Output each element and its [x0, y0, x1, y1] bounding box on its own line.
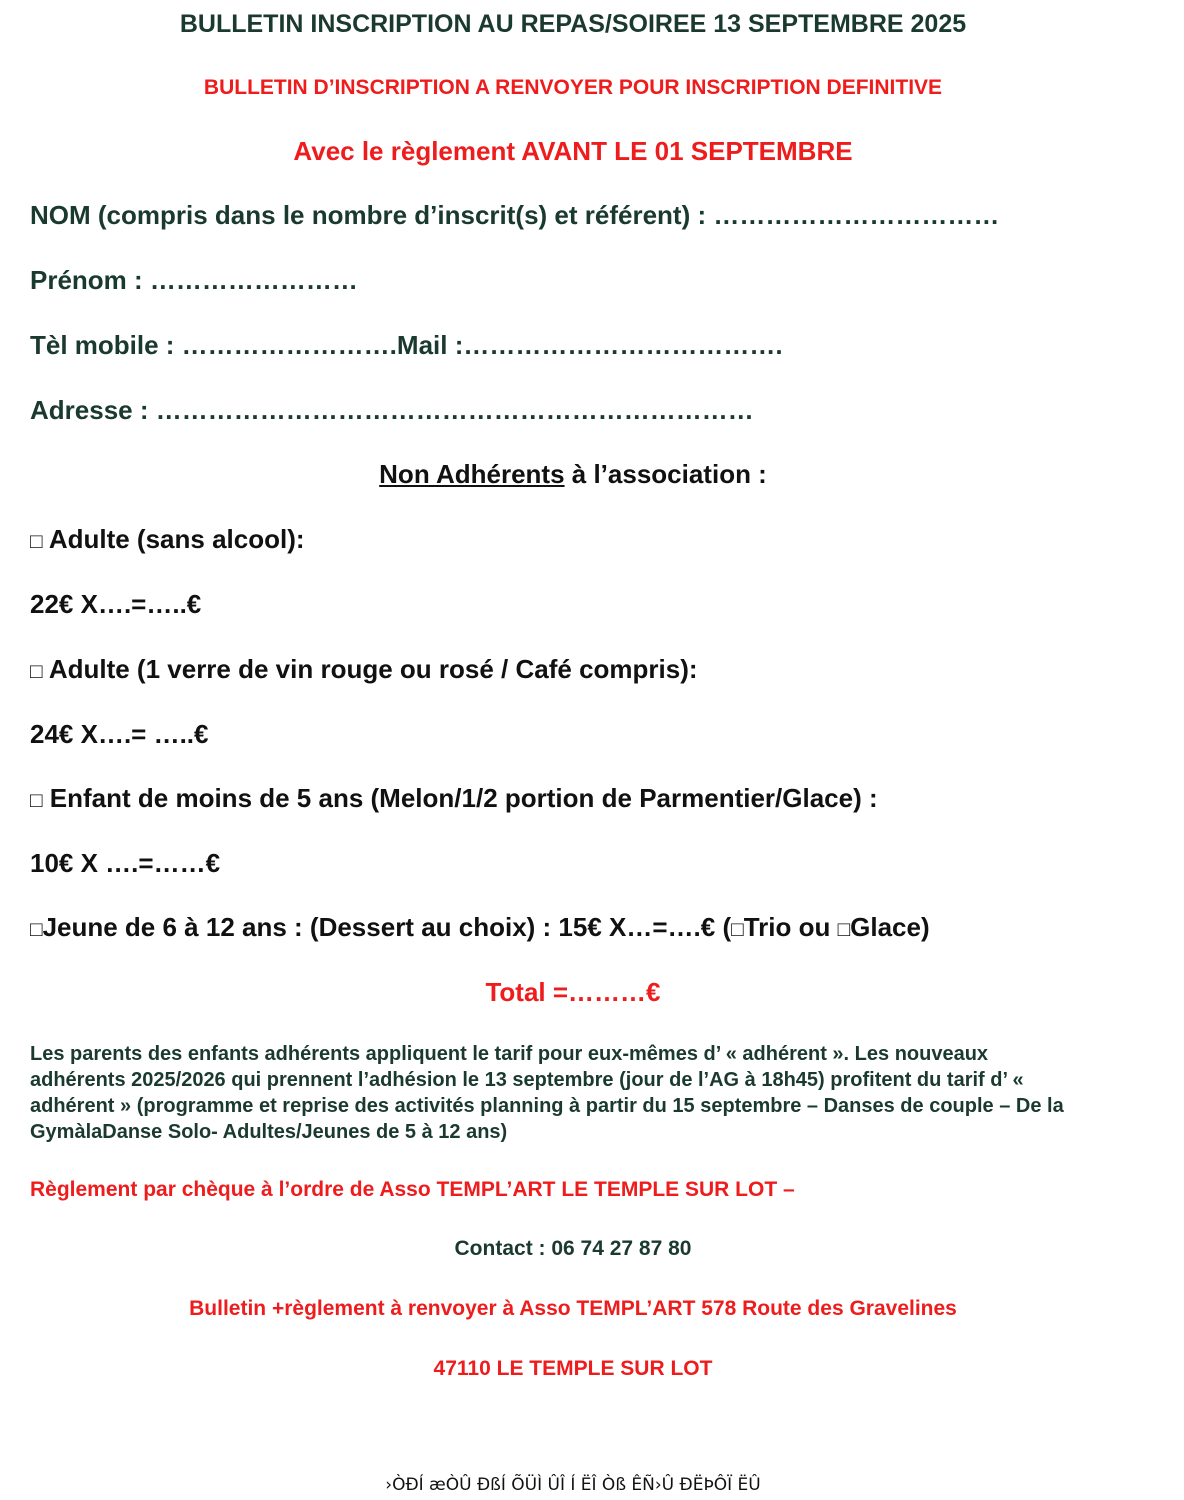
option-jeune: [30, 912, 930, 943]
option-adulte-sans-alcool: [30, 524, 305, 555]
ville-line: 47110 LE TEMPLE SUR LOT: [433, 1357, 713, 1380]
footer-text: ›ÒÐÍ æÒÛ ÐßÍ ÕÜÌ ÛÎ Í ËÎ Òß ÊÑ›Û ÐËÞÔÏ ËÛ: [385, 1475, 761, 1495]
option-jeune-label: Jeune de 6 à 12 ans : (Dessert au choix) : 15€ X…=….€ (: [42, 912, 732, 942]
envoi-line: Bulletin +règlement à renvoyer à Asso TEMPL’ART 578 Route des Gravelines: [189, 1297, 957, 1320]
nom-field[interactable]: NOM (compris dans le nombre d’inscrit(s) et référent) : ……………………………: [30, 200, 1000, 230]
option-glace-label: Glace): [850, 912, 930, 942]
checkbox-icon[interactable]: □: [30, 660, 43, 683]
option-trio-label: Trio ou: [743, 912, 838, 942]
checkbox-glace-icon[interactable]: □: [837, 918, 851, 941]
contact-line: Contact : 06 74 27 87 80: [454, 1237, 692, 1260]
option-label: Adulte (1 verre de vin rouge ou rosé / Café compris):: [42, 654, 698, 684]
checkbox-icon[interactable]: □: [30, 789, 43, 812]
prenom-field[interactable]: Prénom : ……………………: [30, 265, 358, 295]
price-adulte-vin: 24€ X….= …..€: [30, 719, 209, 749]
deadline-notice: Avec le règlement AVANT LE 01 SEPTEMBRE: [293, 136, 853, 166]
reglement-line: Règlement par chèque à l’ordre de Asso TEMPL’ART LE TEMPLE SUR LOT –: [30, 1178, 795, 1201]
option-enfant: [30, 783, 878, 814]
total-line: Total =………€: [485, 977, 661, 1007]
checkbox-icon[interactable]: □: [30, 918, 43, 941]
checkbox-trio-icon[interactable]: □: [731, 918, 744, 941]
section-heading-rest: à l’association :: [564, 459, 767, 489]
section-heading-underlined: Non Adhérents: [379, 459, 565, 489]
price-adulte-sans-alcool: 22€ X….=…..€: [30, 589, 202, 619]
adresse-field[interactable]: Adresse : ……………………………………………………………: [30, 395, 754, 425]
section-heading: [0, 459, 1146, 490]
price-enfant: 10€ X ….=……€: [30, 848, 221, 878]
info-paragraph: Les parents des enfants adhérents appliquent le tarif pour eux-mêmes d’ « adhérent ». Les nouveaux adhérents 2025/2026 qui prennent l’adhésion le 13 septembre (jour de l’AG à 18h45) profitent du tarif d’ « adhérent » (programme et reprise des activités planning à partir du 15 septembre – Danses de couple – De la GymàlaDanse Solo- Adultes/Jeunes de 5 à 12 ans): [30, 1043, 1064, 1143]
option-adulte-vin: [30, 654, 698, 685]
page-title: BULLETIN INSCRIPTION AU REPAS/SOIREE 13 SEPTEMBRE 2025: [179, 10, 967, 38]
option-label: Enfant de moins de 5 ans (Melon/1/2 portion de Parmentier/Glace) :: [42, 783, 878, 813]
checkbox-icon[interactable]: □: [30, 530, 43, 553]
option-label: Adulte (sans alcool):: [42, 524, 305, 554]
tel-mail-field[interactable]: Tèl mobile : …………………….Mail :……………………………….: [30, 330, 783, 360]
subtitle: BULLETIN D’INSCRIPTION A RENVOYER POUR INSCRIPTION DEFINITIVE: [203, 76, 943, 99]
